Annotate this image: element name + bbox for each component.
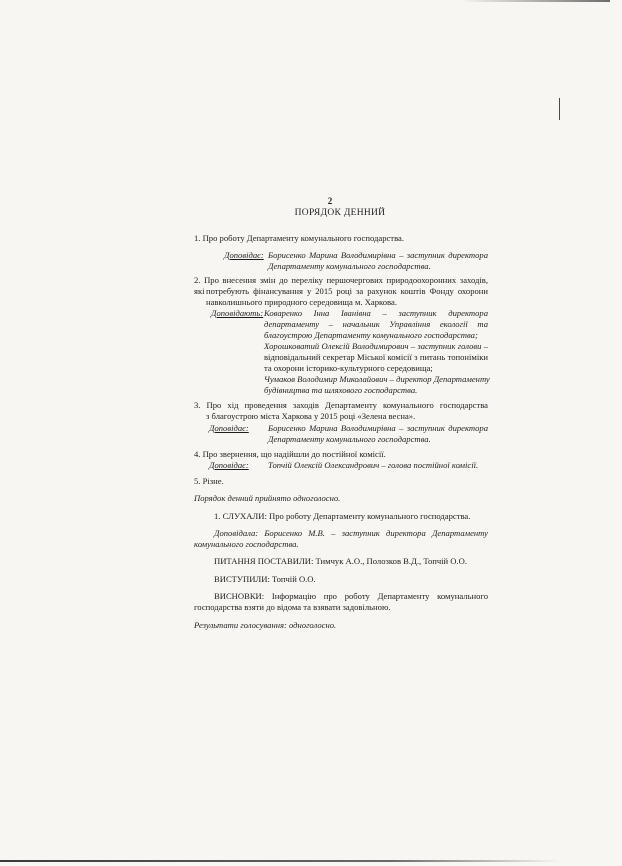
spoke-section: ВИСТУПИЛИ: Топчій О.О. [214,574,316,584]
agenda-item-2-speaker-line-4: Хорошковатий Олексій Володимирович – заступник голови – [264,341,488,351]
agenda-item-2-speaker-line-3: благоустрою Департаменту комунального господарства; [264,330,478,340]
questions-section: ПИТАННЯ ПОСТАВИЛИ: Тимчук А.О., Полозков В.Д., Топчій О.О. [214,556,468,566]
agenda-item-2-speaker-line-8: будівництва та шляхового господарства. [264,385,418,395]
agenda-item-3-title-line-1: 3. Про хід проведення заходів Департаменту комунального господарства [194,400,488,410]
agenda-item-1-speaker-line-1: Борисенко Марина Володимирівна – заступник директора [268,250,488,260]
agenda-item-1-speaker-label: Доповідає: [224,250,264,260]
agenda-item-4-speaker-line-1: Топчій Олексій Олександрович – голова постійної комісії. [268,460,479,470]
agenda-item-2-speaker-line-6: та охорони історико-культурного середовища; [264,363,433,373]
agenda-item-1-speaker-line-2: Департаменту комунального господарства. [268,261,431,271]
agenda-adopted-note: Порядок денний прийнято одноголосно. [194,493,341,503]
agenda-item-4-speaker-label: Доповідає: [209,460,249,470]
agenda-item-3-speaker-line-2: Департаменту комунального господарства. [268,434,431,444]
vote-result: Результати голосування: одноголосно. [194,620,337,630]
agenda-item-5-title: 5. Різне. [194,476,224,486]
page-number: 2 [327,196,333,206]
agenda-item-2-speaker-line-7: Чумаков Володимир Миколайович – директор Департаменту [264,374,490,384]
agenda-item-3-speaker-label: Доповідає: [209,423,249,433]
agenda-item-2-title-line-1: 2. Про внесення змін до переліку першочергових природоохоронних заходів, які [194,275,488,296]
conclusion-line-1: ВИСНОВКИ: Інформацію про роботу Департаменту комунального [214,591,488,601]
conclusion-line-2: господарства взяти до відома та взявати задовільною. [194,602,391,612]
agenda-title: ПОРЯДОК ДЕННИЙ [294,208,386,218]
agenda-item-2-speaker-line-1: Коваренко Інна Іванівна – заступник директора [264,308,488,318]
agenda-item-3-speaker-line-1: Борисенко Марина Володимирівна – заступник директора [268,423,488,433]
agenda-item-3-title-line-2: з благоустрою міста Харкова у 2015 році «Зелена весна». [206,411,416,421]
heard-section: 1. СЛУХАЛИ: Про роботу Департаменту комунального господарства. [214,511,471,521]
report-line-2: комунального господарства. [194,539,299,549]
agenda-item-1-title: 1. Про роботу Департаменту комунального господарства. [194,233,404,243]
agenda-item-2-speaker-line-5: відповідальний секретар Міської комісії з питань топоніміки [264,352,488,362]
agenda-item-2-title-line-3: навколишнього природного середовища м. Харкова. [206,297,397,307]
agenda-item-2-speaker-line-2: департаменту – начальник Управління екології та [264,319,488,329]
agenda-item-2-title-line-2: потребують фінансування у 2015 році за рахунок коштів Фонду охорони [206,286,488,296]
agenda-item-2-speaker-label: Доповідають: [211,308,264,318]
agenda-item-4-title: 4. Про звернення, що надійшли до постійної комісії. [194,449,386,459]
report-line-1: Доповідала: Борисенко М.В. – заступник директора Департаменту [214,528,488,538]
